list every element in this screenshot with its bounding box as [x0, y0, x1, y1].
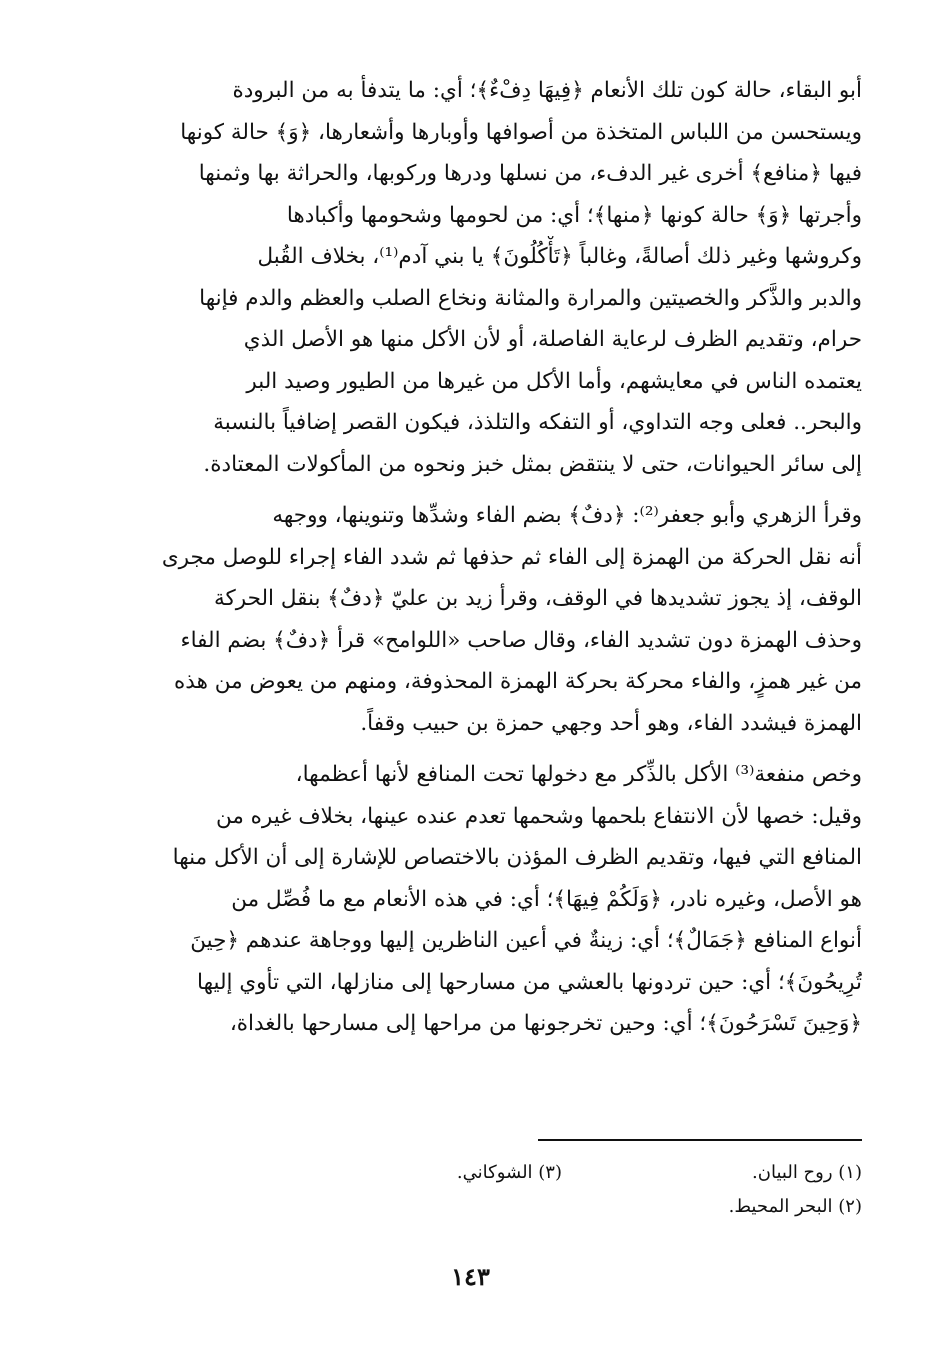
footnote-row	[100, 1190, 862, 1224]
text-line: الهمزة فيشدد الفاء، وهو أحد وجهي حمزة بن حبيب وقفاً.	[360, 710, 862, 736]
text-line: تُرِيحُونَ﴾؛ أي: حين تردونها بالعشي من مسارحها إلى منازلها، التي تأوي إليها	[197, 969, 862, 995]
text-line: والدبر والذَّكر والخصيتين والمرارة والمثانة ونخاع الصلب والعظم والدم فإنها	[199, 285, 862, 311]
text-line: أنه نقل الحركة من الهمزة إلى الفاء ثم حذفها ثم شدد الفاء إجراء للوصل مجرى	[161, 544, 862, 570]
text-line: إلى سائر الحيوانات، حتى لا ينتقض بمثل خبز ونحوه من المأكولات المعتادة.	[203, 451, 862, 477]
text-line: أنواع المنافع ﴿جَمَالٌ﴾؛ أي: زينةٌ في أعين الناظرين إليها ووجاهة عندهم ﴿حِينَ	[190, 928, 862, 953]
paragraph-1	[100, 70, 862, 485]
text-line: وحذف الهمزة دون تشديد الفاء، وقال صاحب «اللوامح» قرأ ﴿دفٌ﴾ بضم الفاء	[180, 627, 862, 653]
text-line: أبو البقاء، حالة كون تلك الأنعام ﴿فِيهَا دِفْءٌ﴾؛ أي: ما يتدفأ به من البرودة	[232, 78, 862, 103]
text-line: حرام، وتقديم الظرف لرعاية الفاصلة، أو لأن الأكل منها هو الأصل الذي	[243, 327, 862, 352]
text-line: وقرأ الزهري وأبو جعفر⁽²⁾: ﴿دفٌ﴾ بضم الفاء وشدِّها وتنوينها، ووجهه	[272, 503, 862, 528]
footnote-2: (٢) البحر المحيط.	[728, 1196, 862, 1217]
footnotes	[100, 1156, 862, 1224]
text-line: وقيل: خصها لأن الانتفاع بلحمها وشحمها تعدم عنده عينها، بخلاف غيره من	[215, 803, 862, 829]
text-line: وخص منفعة⁽³⁾ الأكل بالذِّكر مع دخولها تحت المنافع لأنها أعظمها،	[295, 762, 862, 787]
text-line: ﴿وَحِينَ تَسْرَحُونَ﴾؛ أي: وحين تخرجونها من مراحها إلى مسارحها بالغداة،	[229, 1011, 862, 1036]
paragraph-3	[100, 754, 862, 1045]
text-line: والبحر.. فعلى وجه التداوي، أو التفكه والتلذذ، فيكون القصر إضافياً بالنسبة	[213, 410, 862, 435]
text-line: هو الأصل، وغيره نادر، ﴿وَلَكُمْ فِيهَا﴾؛ أي: في هذه الأنعام مع ما فُصِّل من	[231, 886, 862, 912]
text-line: وأجرتها ﴿وَ﴾ حالة كونها ﴿منها﴾؛ أي: من لحومها وشحومها وأكبادها	[286, 202, 862, 228]
footnote-1: (١) روح البيان.	[752, 1162, 862, 1183]
footnote-row	[100, 1156, 862, 1190]
text-line: وكروشها وغير ذلك أصالةً، وغالباً ﴿تَأْكُلُونَ﴾ يا بني آدم⁽¹⁾، بخلاف القُبل	[257, 244, 862, 269]
text-line: الوقف، إذ يجوز تشديدها في الوقف، وقرأ زيد بن عليّ ﴿دفٌ﴾ بنقل الحركة	[213, 586, 862, 611]
text-line: ويستحسن من اللباس المتخذة من أصوافها وأوبارها وأشعارها، ﴿وَ﴾ حالة كونها	[180, 119, 862, 145]
main-text	[100, 70, 862, 1045]
text-line: المنافع التي فيها، وتقديم الظرف المؤذن بالاختصاص للإشارة إلى أن الأكل منها	[172, 845, 862, 870]
text-line: فيها ﴿منافع﴾ أخرى غير الدفء، من نسلها ودرها وركوبها، والحراثة بها وثمنها	[198, 161, 862, 186]
text-line: يعتمده الناس في معايشهم، وأما الأكل من غيرها من الطيور وصيد البر	[246, 368, 862, 394]
page-number: ١٤٣	[451, 1262, 490, 1291]
paragraph-2	[100, 495, 862, 744]
footnote-3: (٣) الشوكاني.	[456, 1162, 562, 1183]
text-line: من غير همزٍ، والفاء محركة بحركة الهمزة المحذوفة، ومنهم من يعوض من هذه	[174, 669, 862, 694]
footnote-divider	[538, 1139, 862, 1141]
